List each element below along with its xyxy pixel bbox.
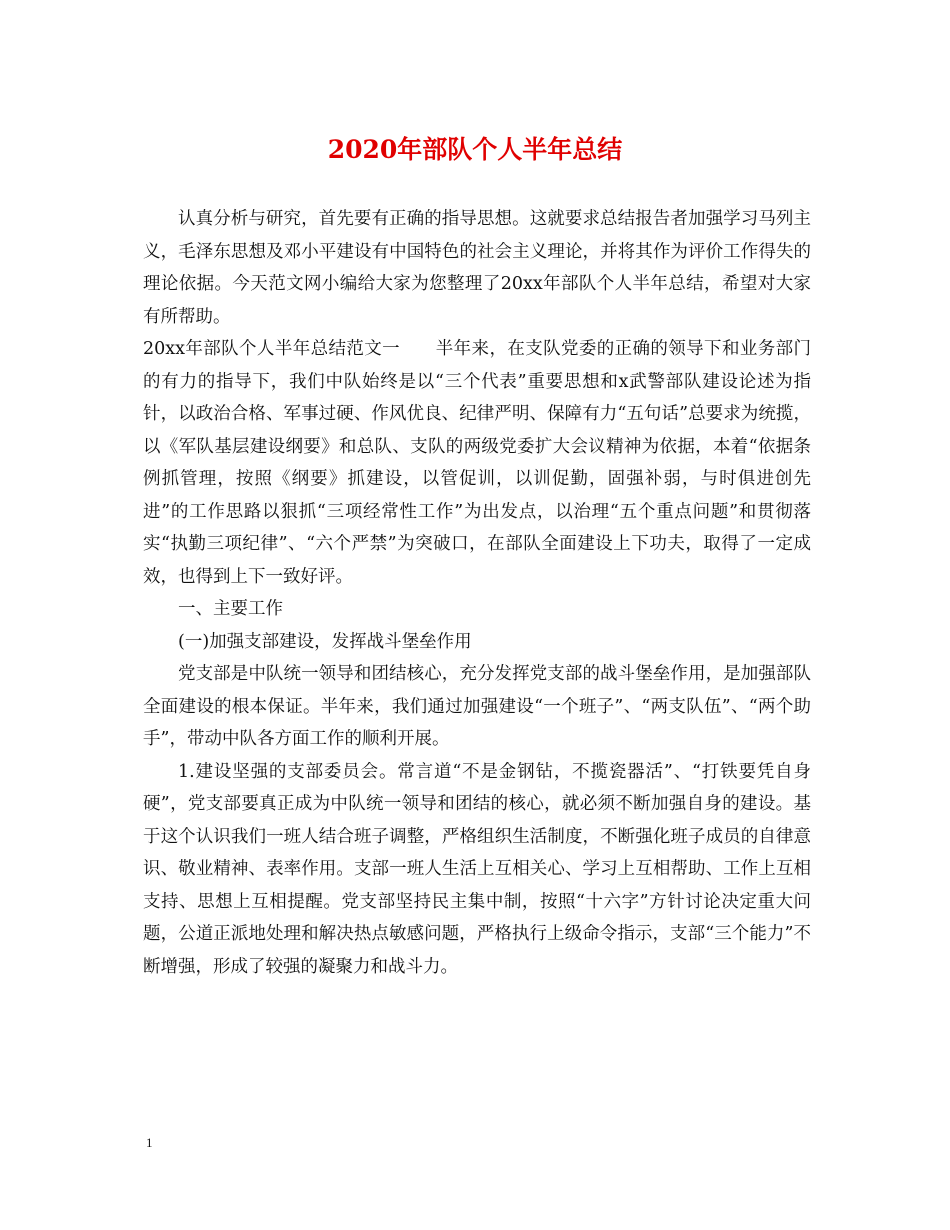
paragraph-intro: 认真分析与研究，首先要有正确的指导思想。这就要求总结报告者加强学习马列主义，毛泽东思想及邓小平建设有中国特色的社会主义理论，并将其作为评价工作得失的理论依据。今天范文网小编给大家为您整理了20xx年部队个人半年总结，希望对大家有所帮助。 <box>143 209 811 327</box>
document-body <box>143 203 811 983</box>
paragraph-party-branch: 党支部是中队统一领导和团结核心，充分发挥党支部的战斗堡垒作用，是加强部队全面建设的根本保证。半年来，我们通过加强建设“一个班子”、“两支队伍”、“两个助手”，带动中队各方面工作的顺利开展。 <box>143 664 811 749</box>
document-title: 2020年部队个人半年总结 <box>327 135 623 164</box>
subsection-heading-party-branch: (一)加强支部建设，发挥战斗堡垒作用 <box>178 631 472 652</box>
section-heading-main-work: 一、主要工作 <box>178 599 283 619</box>
paragraph-branch-committee: 1.建设坚强的支部委员会。常言道“不是金钢钻，不揽瓷器活”、“打铁要凭自身硬”，党支部要真正成为中队统一领导和团结的核心，就必须不断加强自身的建设。基于这个认识我们一班人结合班子调整，严格组织生活制度，不断强化班子成员的自律意识、敬业精神、表率作用。支部一班人生活上互相关心、学习上互相帮助、工作上互相支持、思想上互相提醒。党支部坚持民主集中制，按照“十六字”方针讨论决定重大问题，公道正派地处理和解决热点敏感问题，严格执行上级命令指示，支部“三个能力”不断增强，形成了较强的凝聚力和战斗力。 <box>143 761 811 977</box>
paragraph-sample-one: 20xx年部队个人半年总结范文一 半年来，在支队党委的正确的领导下和业务部门的有力的指导下，我们中队始终是以“三个代表”重要思想和x武警部队建设论述为指针，以政治合格、军事过硬、作风优良、纪律严明、保障有力“五句话”总要求为统揽，以《军队基层建设纲要》和总队、支队的两级党委扩大会议精神为依据，本着“依据条例抓管理，按照《纲要》抓建设，以管促训，以训促勤，固强补弱，与时俱进创先进”的工作思路以狠抓“三项经常性工作”为出发点，以治理“五个重点问题”和贯彻落实“执勤三项纪律”、“六个严禁”为突破口，在部队全面建设上下功夫，取得了一定成效，也得到上下一致好评。 <box>143 339 811 587</box>
page-number: 1 <box>146 1135 153 1150</box>
